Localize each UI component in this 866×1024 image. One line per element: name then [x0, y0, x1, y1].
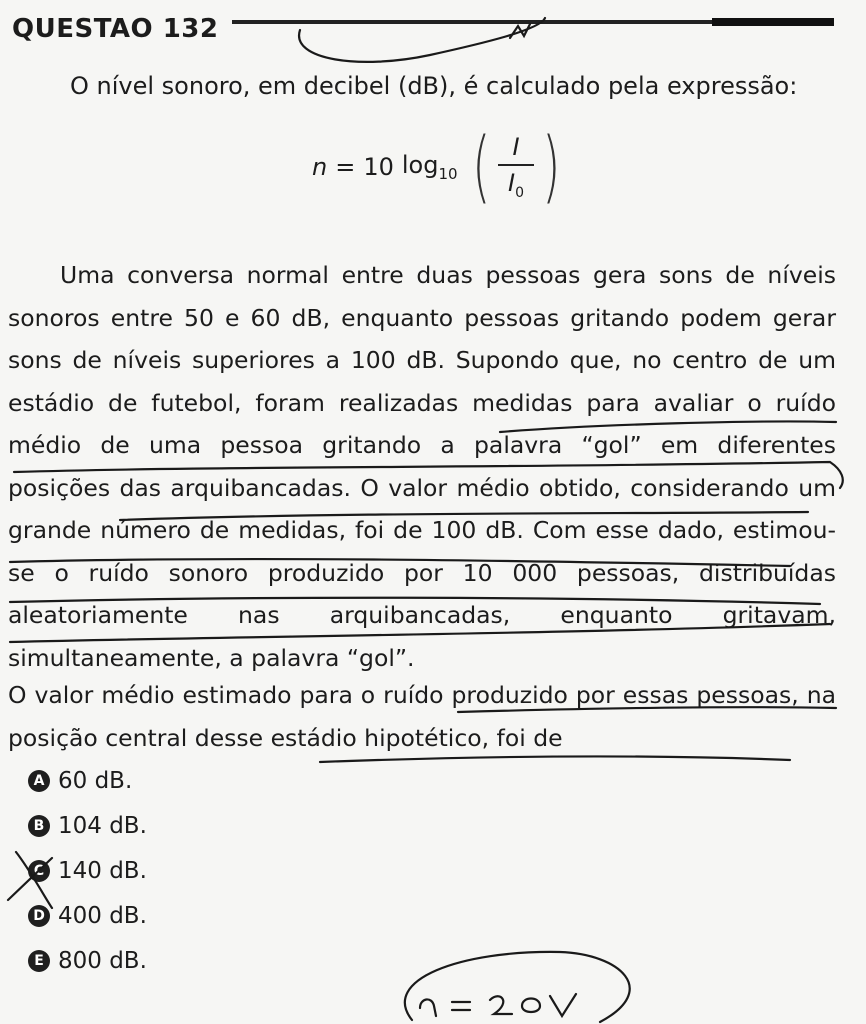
intro-text: O nível sonoro, em decibel (dB), é calculado pela expressão:	[70, 72, 798, 100]
formula-equals: =	[335, 153, 356, 181]
question-stem	[8, 674, 836, 759]
right-paren: )	[542, 122, 561, 212]
left-paren: (	[471, 122, 490, 212]
handwritten-n	[420, 999, 436, 1016]
formula-fraction	[498, 133, 534, 201]
formula-denominator-var: I	[508, 169, 516, 197]
handwritten-0	[522, 999, 540, 1013]
title-divider-accent	[712, 18, 834, 26]
fraction-bar	[498, 164, 534, 166]
option-c-letter: C	[28, 860, 50, 882]
pen-scribble-title	[510, 24, 530, 38]
question-text: O valor médio estimado para o ruído produzido por essas pessoas, na posição central desse estádio hipotético, foi de	[8, 681, 836, 752]
option-e-text: 800 dB.	[58, 948, 147, 974]
formula-numerator: I	[512, 133, 520, 161]
formula-log-base: 10	[438, 165, 458, 183]
option-e[interactable]	[28, 948, 147, 974]
question-title: QUESTAO 132	[12, 14, 219, 44]
option-c[interactable]	[28, 858, 147, 884]
paragraph-text: Uma conversa normal entre duas pessoas gera sons de níveis sonoros entre 50 e 60 dB, enquanto pessoas gritando podem gerar sons de níveis superiores a 100 dB. Supondo que, no centro de um estádio de futebol, foram realizadas medidas para avaliar o ruído médio de uma pessoa gritando a palavra “gol” em diferentes posições das arquibancadas. O valor médio obtido, considerando um grande número de medidas, foi de 100 dB. Com esse dado, estimou-se o ruído sonoro produzido por 10 000 pessoas, distribuídas aleatoriamente nas arquibancadas, enquanto gritavam, simultaneamente, a palavra “gol”.	[8, 261, 836, 672]
option-d[interactable]	[28, 903, 147, 929]
option-a-letter: A	[28, 770, 50, 792]
option-e-letter: E	[28, 950, 50, 972]
formula-coef: 10	[363, 153, 394, 181]
formula-log	[402, 151, 458, 183]
option-a-text: 60 dB.	[58, 768, 133, 794]
handwritten-equals	[452, 1002, 470, 1010]
pen-loop-title	[299, 18, 545, 62]
option-c-text: 140 dB.	[58, 858, 147, 884]
handwritten-circle	[405, 952, 630, 1022]
handwritten-2	[490, 996, 512, 1014]
option-d-text: 400 dB.	[58, 903, 147, 929]
option-b-letter: B	[28, 815, 50, 837]
formula-log-label: log	[401, 151, 439, 179]
option-a[interactable]	[28, 768, 132, 794]
formula-denominator	[508, 169, 524, 201]
option-d-letter: D	[28, 905, 50, 927]
option-b-text: 104 dB.	[58, 813, 147, 839]
handwritten-v	[550, 994, 576, 1016]
formula-lhs: n	[312, 153, 328, 181]
formula-denominator-sub: 0	[515, 185, 524, 201]
option-b[interactable]	[28, 813, 147, 839]
problem-paragraph	[8, 254, 836, 679]
decibel-formula	[312, 122, 566, 212]
